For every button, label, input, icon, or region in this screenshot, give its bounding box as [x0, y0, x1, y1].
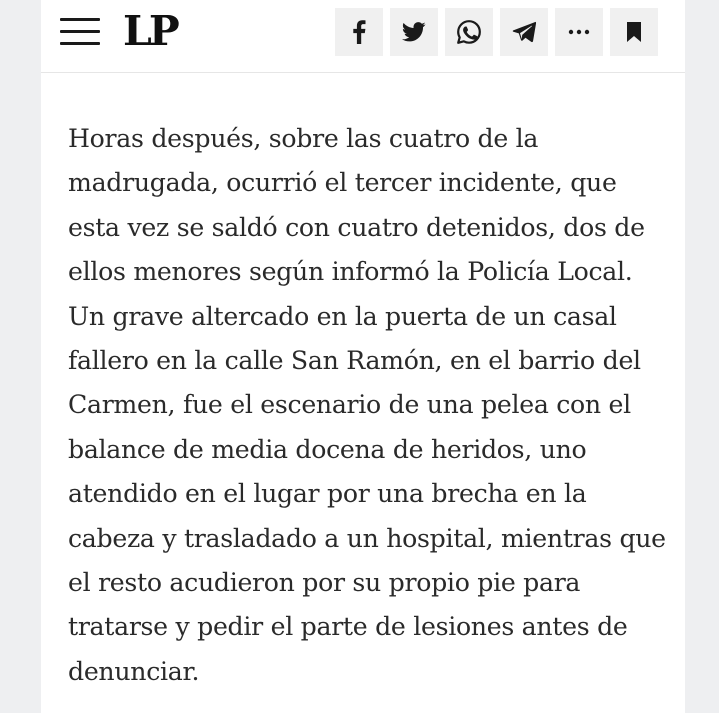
bookmark-button[interactable]: [610, 8, 658, 56]
facebook-share-button[interactable]: [335, 8, 383, 56]
telegram-icon: [512, 21, 536, 43]
hamburger-menu-icon[interactable]: [60, 18, 100, 46]
article-page: [41, 0, 685, 713]
article-paragraph: Horas después, sobre las cuatro de la madrugada, ocurrió el tercer incidente, que esta vez se saldó con cuatro detenidos, dos de ellos menores según informó la Policía Local. Un grave altercado en la puerta de un casal fallero en la calle San Ramón, en el barrio del Carmen, fue el escenario de una pelea con el balance de media docena de heridos, uno atendido en el lugar por una brecha en la cabeza y trasladado a un hospital, mientras que el resto acudieron por su propio pie para tratarse y pedir el parte de lesiones antes de denunciar.: [68, 124, 666, 686]
share-toolbar: [335, 8, 658, 56]
telegram-share-button[interactable]: [500, 8, 548, 56]
site-logo[interactable]: LP: [123, 7, 177, 55]
bookmark-icon: [626, 21, 642, 43]
more-icon: [568, 29, 590, 35]
more-options-button[interactable]: [555, 8, 603, 56]
twitter-icon: [402, 22, 426, 42]
top-header: [41, 0, 685, 73]
whatsapp-share-button[interactable]: [445, 8, 493, 56]
twitter-share-button[interactable]: [390, 8, 438, 56]
whatsapp-icon: [456, 19, 482, 45]
facebook-icon: [352, 20, 366, 44]
